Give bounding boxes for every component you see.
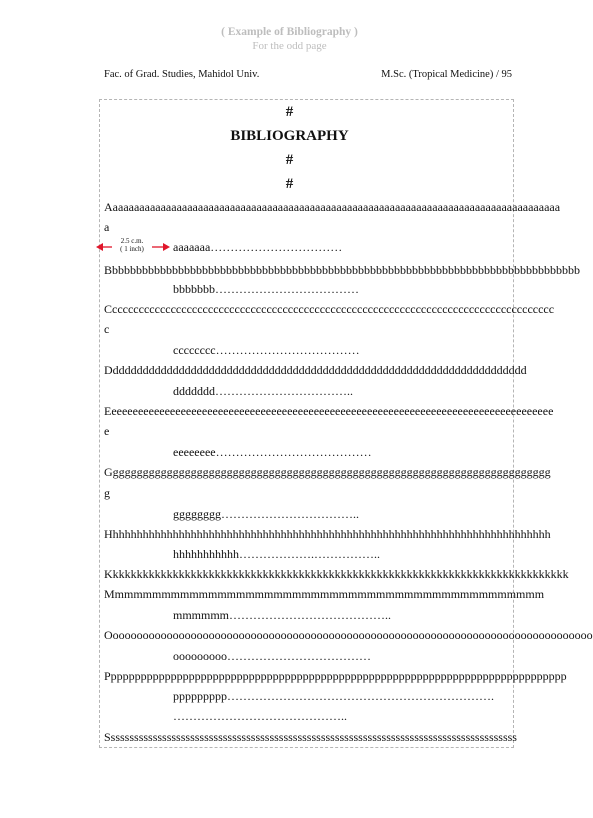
entry-b-line1: Bbbbbbbbbbbbbbbbbbbbbbbbbbbbbbbbbbbbbbbbbbbbbbbbbbbbbbbbbbbbbbbbbbbbbbbbbbbbbbb	[104, 263, 581, 277]
entry-g-line2: g	[104, 486, 110, 500]
entry-c-line1: Cccccccccccccccccccccccccccccccccccccccccccccccccccccccccccccccccccccccccccccccccccc	[104, 302, 555, 316]
entry-c-continuation: cccccccc………………………………	[173, 343, 360, 357]
entry-a-continuation: aaaaaaa……………………………	[173, 240, 343, 254]
example-note-title: ( Example of Bibliography )	[221, 26, 358, 38]
hash-mark-3: #	[285, 176, 294, 192]
entry-e-line2: e	[104, 424, 110, 438]
entry-m-continuation: mmmmmm…………………………………..	[173, 608, 392, 622]
entry-o-continuation: ooooooooo………………………………	[173, 649, 371, 663]
entry-e-continuation: eeeeeeee…………………………………	[173, 445, 372, 459]
entry-d-continuation: ddddddd……………………………..	[173, 384, 353, 398]
arrow-head-right	[163, 243, 170, 251]
entry-h-line1: Hhhhhhhhhhhhhhhhhhhhhhhhhhhhhhhhhhhhhhhhhhhhhhhhhhhhhhhhhhhhhhhhhhhhhhhhhh	[104, 527, 551, 541]
entry-p-continuation-1: ppppppppp………………………………………………………….	[173, 689, 494, 703]
margin-measure-inch: ( 1 inch)	[120, 245, 144, 253]
entry-p-continuation-2: ……………………………………..	[173, 709, 347, 723]
entry-c-line2: c	[104, 322, 110, 336]
margin-measure: 2.5 c.m.	[120, 237, 144, 245]
example-note-subtitle: For the odd page	[252, 40, 327, 52]
entry-a-line2: a	[104, 220, 110, 234]
hash-mark-1: #	[285, 104, 294, 120]
entry-p-line1: Ppppppppppppppppppppppppppppppppppppppppppppppppppppppppppppppppppppppppppppp	[104, 669, 567, 683]
running-header-right: M.Sc. (Tropical Medicine) / 95	[381, 69, 512, 80]
entry-d-line1: Dddddddddddddddddddddddddddddddddddddddddddddddddddddddddddddddddddddd	[104, 363, 527, 377]
entry-a-line1: Aaaaaaaaaaaaaaaaaaaaaaaaaaaaaaaaaaaaaaaaaaaaaaaaaaaaaaaaaaaaaaaaaaaaaaaaaaaaaaaaaaaaa	[104, 200, 561, 214]
entry-k-line1: Kkkkkkkkkkkkkkkkkkkkkkkkkkkkkkkkkkkkkkkkkkkkkkkkkkkkkkkkkkkkkkkkkkkkkkkkkkkkk	[104, 567, 569, 581]
entry-m-line1: Mmmmmmmmmmmmmmmmmmmmmmmmmmmmmmmmmmmmmmmmmmmmmmm	[104, 587, 545, 601]
entry-o-line1: Ooooooooooooooooooooooooooooooooooooooooooooooooooooooooooooooooooooooooooooooooo	[104, 628, 593, 642]
running-header-left: Fac. of Grad. Studies, Mahidol Univ.	[104, 69, 260, 80]
entry-b-continuation: bbbbbbb………………………………	[173, 282, 359, 296]
bibliography-title: BIBLIOGRAPHY	[230, 128, 349, 144]
entry-g-continuation: gggggggg……………………………..	[173, 507, 359, 521]
entry-s-line1: Ssssssssssssssssssssssssssssssssssssssssssssssssssssssssssssssssssssssssssssssssssssssss	[104, 730, 517, 744]
entry-h-continuation: hhhhhhhhhhh……………….……………..	[173, 547, 380, 561]
arrow-head-left	[96, 243, 103, 251]
hash-mark-2: #	[285, 152, 294, 168]
entry-g-line1: Gggggggggggggggggggggggggggggggggggggggggggggggggggggggggggggggggggggggggg	[104, 465, 551, 479]
entry-e-line1: Eeeeeeeeeeeeeeeeeeeeeeeeeeeeeeeeeeeeeeeeeeeeeeeeeeeeeeeeeeeeeeeeeeeeeeeeeeeeeeeeeeee	[104, 404, 554, 418]
indent-margin-note	[96, 237, 170, 257]
